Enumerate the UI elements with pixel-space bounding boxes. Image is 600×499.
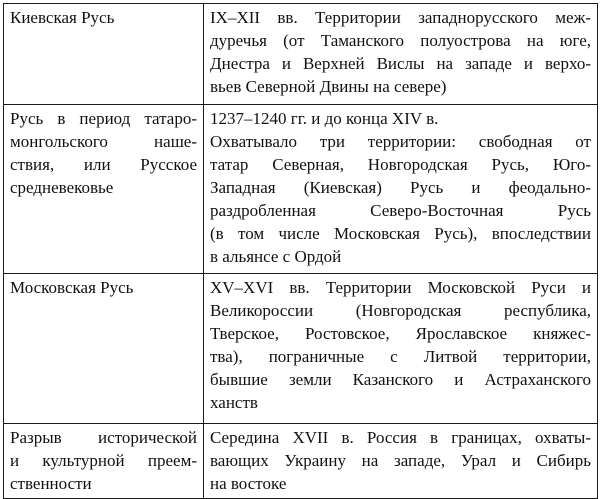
description-line: татар Северная, Новгородская Русь, Юго-	[210, 155, 591, 174]
period-name-line: Киевская Русь	[10, 8, 115, 27]
period-name-cell	[4, 4, 204, 105]
period-name-line: средневековье	[10, 178, 114, 197]
description-line: XV–XVI вв. Территории Московской Руси и	[210, 278, 591, 297]
table-row	[4, 105, 598, 274]
period-description-cell	[204, 4, 598, 105]
description-line: Охватывало три территории: свободная от	[210, 132, 591, 151]
description-line: IX–XII вв. Территории западнорусского меж-	[210, 8, 591, 27]
period-description-cell	[204, 274, 598, 424]
period-name-line: Русь в период татаро-	[10, 109, 197, 128]
description-line: на востоке	[210, 474, 287, 493]
period-description-cell	[204, 105, 598, 274]
period-name-line: и культурной преем-	[10, 451, 197, 470]
description-line: в альянсе с Ордой	[210, 247, 342, 266]
period-name-cell	[4, 105, 204, 274]
period-name-line: Московская Русь	[10, 278, 134, 297]
period-name-cell	[4, 274, 204, 424]
history-periods-table	[3, 3, 598, 499]
period-name-cell	[4, 424, 204, 499]
period-description-cell	[204, 424, 598, 499]
description-line: Днестра и Верхней Вислы на западе и верхо-	[210, 54, 591, 73]
period-name-line: монгольского наше-	[10, 132, 197, 151]
period-name-line: Разрыв исторической	[10, 428, 197, 447]
document-page	[3, 3, 597, 495]
table-row	[4, 424, 598, 499]
description-line: вьев Северной Двины на севере)	[210, 77, 447, 96]
description-line: Западная (Киевская) Русь и феодально-	[210, 178, 591, 197]
period-name-line: ственности	[10, 474, 92, 493]
description-line: Тверское, Ростовское, Ярославское княжес-	[210, 324, 591, 343]
description-line: раздробленная Северо-Восточная Русь	[210, 201, 591, 220]
description-line: Середина XVII в. Россия в границах, охваты-	[210, 428, 591, 447]
description-line: бывшие земли Казанского и Астраханского	[210, 370, 591, 389]
description-line: ханств	[210, 393, 258, 412]
description-line: 1237–1240 гг. и до конца XIV в.	[210, 109, 439, 128]
description-line: вающих Украину на западе, Урал и Сибирь	[210, 451, 591, 470]
description-line: тва), пограничные с Литвой территории,	[210, 347, 591, 366]
table-row	[4, 4, 598, 105]
table-row	[4, 274, 598, 424]
description-line: (в том числе Московская Русь), впоследствии	[210, 224, 591, 243]
description-line: Великороссии (Новгородская республика,	[210, 301, 591, 320]
description-line: дуречья (от Таманского полуострова на юге,	[210, 31, 591, 50]
period-name-line: ствия, или Русское	[10, 155, 197, 174]
